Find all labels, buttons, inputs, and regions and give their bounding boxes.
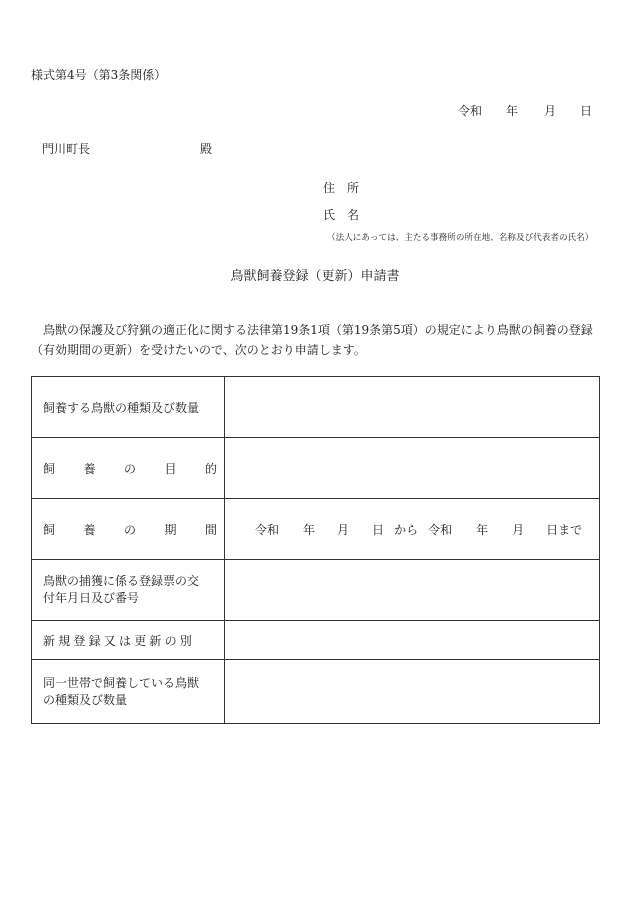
period-month-end: 月 bbox=[512, 522, 525, 537]
date-year: 年 bbox=[505, 104, 518, 118]
purpose-label: 飼 養 の 目 的 bbox=[32, 438, 225, 499]
capture-ticket-field[interactable] bbox=[225, 560, 600, 621]
period-field[interactable] bbox=[225, 499, 600, 560]
table-row bbox=[32, 621, 600, 660]
species-count-label: 飼養する鳥獣の種類及び数量 bbox=[32, 377, 225, 438]
period-era-end: 令和 bbox=[428, 522, 453, 537]
capture-ticket-label: 鳥獣の捕獲に係る登録票の交付年月日及び番号 bbox=[32, 560, 225, 621]
body-text: 鳥獣の保護及び狩猟の適正化に関する法律第19条1項（第19条第5項）の規定により鳥獣の飼養の登録（有効期間の更新）を受けたいので、次のとおり申請します。 bbox=[31, 323, 593, 357]
household-label: 同一世帯で飼養している鳥獣の種類及び数量 bbox=[32, 660, 225, 724]
species-count-field[interactable] bbox=[225, 377, 600, 438]
date-era: 令和 bbox=[457, 104, 482, 118]
new-or-renewal-label: 新規登録又は更新の別 bbox=[32, 621, 225, 660]
table-row bbox=[32, 499, 600, 560]
period-era-start: 令和 bbox=[255, 522, 280, 537]
recipient-suffix: 殿 bbox=[200, 142, 213, 156]
period-year-start: 年 bbox=[303, 522, 316, 537]
table-row bbox=[32, 438, 600, 499]
period-year-end: 年 bbox=[476, 522, 489, 537]
application-table bbox=[31, 376, 600, 724]
form-number: 様式第4号（第3条関係） bbox=[31, 68, 167, 82]
name-label: 氏 名 bbox=[323, 208, 360, 222]
period-month-start: 月 bbox=[337, 522, 350, 537]
table-row bbox=[32, 660, 600, 724]
date-month: 月 bbox=[543, 104, 556, 118]
household-field[interactable] bbox=[225, 660, 600, 724]
period-from: から bbox=[394, 522, 419, 537]
purpose-field[interactable] bbox=[225, 438, 600, 499]
address-label: 住 所 bbox=[323, 181, 360, 195]
document-title: 鳥獣飼養登録（更新）申請書 bbox=[230, 269, 400, 284]
table-row bbox=[32, 560, 600, 621]
period-day-end: 日まで bbox=[546, 522, 583, 537]
date-day: 日 bbox=[579, 104, 592, 118]
date-line bbox=[458, 102, 592, 119]
table-row bbox=[32, 377, 600, 438]
new-or-renewal-field[interactable] bbox=[225, 621, 600, 660]
period-label: 飼 養 の 期 間 bbox=[32, 499, 225, 560]
period-day-start: 日 bbox=[372, 522, 385, 537]
corporate-note: （法人にあっては、主たる事務所の所在地、名称及び代表者の氏名） bbox=[327, 233, 594, 243]
recipient-name: 門川町長 bbox=[42, 142, 91, 156]
